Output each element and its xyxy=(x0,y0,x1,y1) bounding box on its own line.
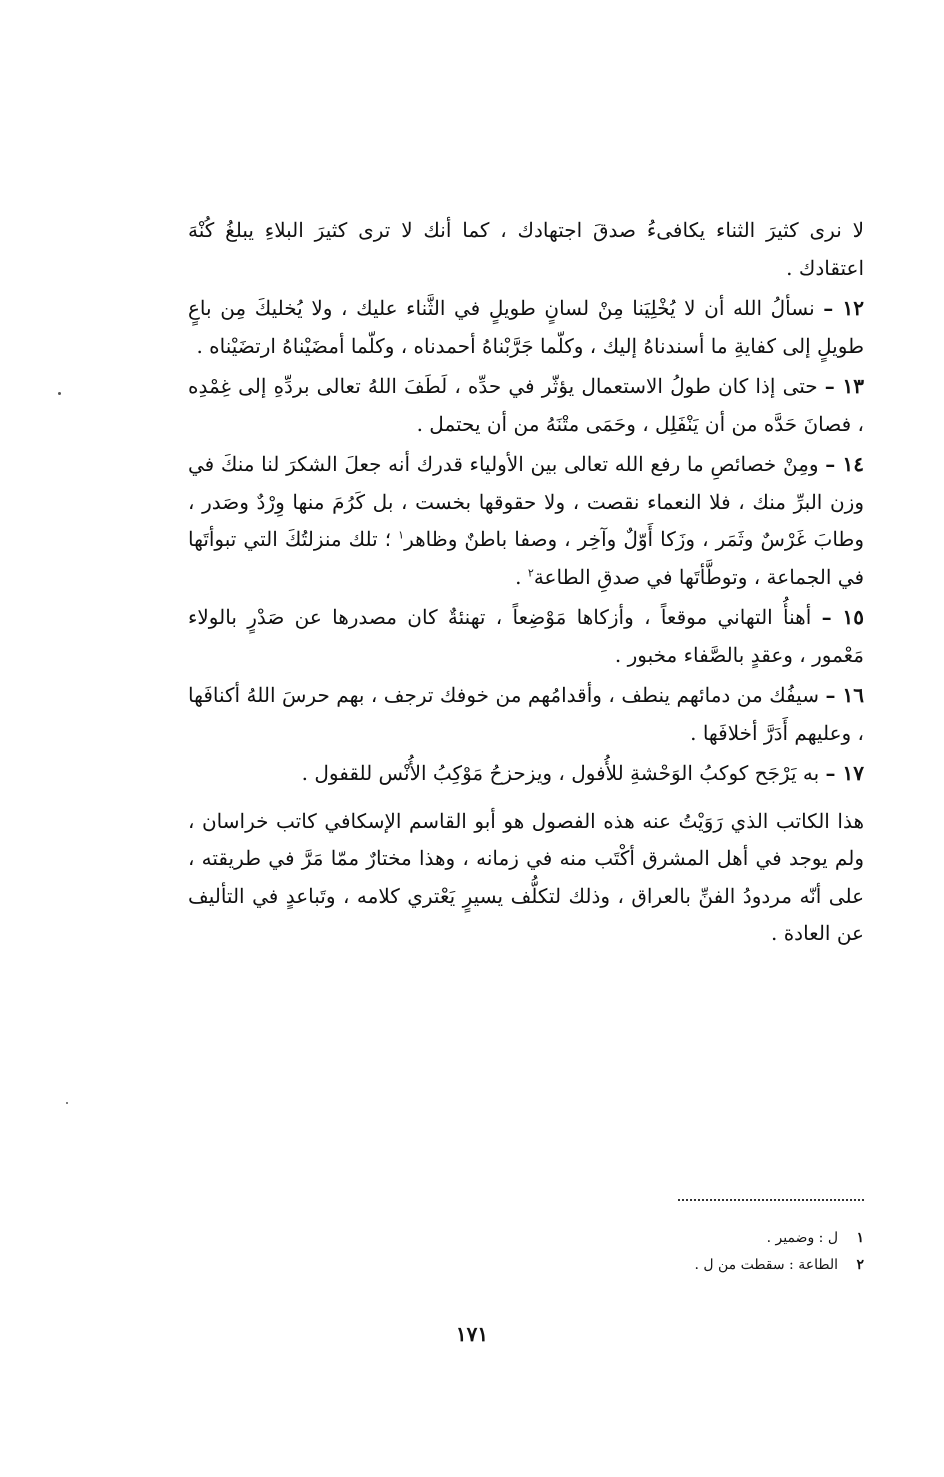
scan-speck xyxy=(66,1102,68,1104)
paragraph-continuation xyxy=(188,212,864,287)
footnote-text: ل : وضمير . xyxy=(766,1230,838,1246)
footnote-divider xyxy=(678,1199,864,1201)
paragraph-text-continued: ؛ تلك منزلتُكَ التي تبوأتَها في الجماعة ، وتوطَّأتَها في صدقِ الطاعة xyxy=(188,527,864,589)
main-text xyxy=(188,212,864,956)
paragraph-text: به يَرْجَح كوكبُ الوَحْشةِ للأُفول ، ويزحزحُ مَوْكِبُ الأُنْس للقفول . xyxy=(301,761,820,785)
paragraph-text: سيفُك من دمائهم ينطف ، وأقدامُهم من خوفك ترجف ، بهم حرسَ اللهُ أكنافَها ، وعليهم أَدَرَّ أخلافَها . xyxy=(188,683,864,745)
paragraph-13 xyxy=(188,368,864,443)
paragraph-14 xyxy=(188,446,864,596)
paragraph-number: ١٧ – xyxy=(825,761,864,785)
paragraph-text: حتى إذا كان طولُ الاستعمال يؤثّر في حدِّه ، لَطَفَ اللهُ تعالى بردِّهِ إلى غِمْدِه ، فصانَ حَدَّه من أن يَنْفَلِل ، وحَمَى متْنَهُ من أن يحتمل . xyxy=(188,374,864,436)
footnote-number: ١ xyxy=(856,1230,864,1246)
footnote-2 xyxy=(500,1252,864,1279)
paragraph-number: ١٦ – xyxy=(825,683,864,707)
paragraph-number: ١٤ – xyxy=(825,452,864,476)
footnotes xyxy=(500,1225,864,1279)
paragraph-number: ١٥ – xyxy=(821,605,864,629)
closing-text: هذا الكاتب الذي رَوَيْتُ عنه هذه الفصول هو أبو القاسم الإسكافي كاتب خراسان ، ولم يوجد في أهل المشرق أكْتَب منه في زمانه ، وهذا مختارٌ ممّا مَرَّ في طريقته ، على أنّه مردودُ الفنِّ بالعراق ، وذلك لتكلُّف يسيرٍ يَعْتري كلامه ، وتَباعدٍ في التأليف عن العادة . xyxy=(188,808,864,945)
paragraph-number: ١٢ – xyxy=(823,296,864,320)
paragraph-number: ١٣ – xyxy=(824,374,864,398)
footnote-text: الطاعة : سقطت من ل . xyxy=(694,1257,838,1273)
scan-speck xyxy=(58,392,61,395)
paragraph-12 xyxy=(188,290,864,365)
paragraph-text: نسألُ الله أن لا يُخْلِيَنا مِنْ لسانٍ طويلٍ في الثَّناء عليك ، ولا يُخليكَ مِن باعٍ طويلٍ إلى كفايةِ ما أسندناهُ إليك ، وكلّما جَرَّبْناهُ أحمدناه ، وكلّما أمضَيْناهُ ارتضَيْناه . xyxy=(188,296,864,358)
paragraph-16 xyxy=(188,677,864,752)
footnote-ref-1: ١ xyxy=(398,528,405,542)
closing-paragraph xyxy=(188,803,864,953)
footnote-ref-2: ٢ xyxy=(527,565,534,579)
paragraph-text: لا نرى كثيرَ الثناء يكافىءُ صدقَ اجتهادك ، كما أنك لا ترى كثيرَ البلاءِ يبلغُ كُنْهَ اعتقادك . xyxy=(188,218,864,280)
footnote-1 xyxy=(500,1225,864,1252)
page-number: ١٧١ xyxy=(455,1322,489,1346)
footnote-number: ٢ xyxy=(856,1257,864,1273)
paragraph-text: أهنأُ التهاني موقعاً ، وأزكاها مَوْضِعاً ، تهنئةٌ كان مصدرها عن صَدْرٍ بالولاء مَعْمور ، وعقدٍ بالصَّفاء مخبور . xyxy=(188,605,864,667)
paragraph-17 xyxy=(188,755,864,793)
paragraph-text-end: . xyxy=(515,564,528,589)
paragraph-15 xyxy=(188,599,864,674)
paragraph-text: ومِنْ خصائصِ ما رفع الله تعالى بين الأولياء قدرك أنه جعلَ الشكرَ لنا منكَ في وزن البرِّ منك ، فلا النعماء نقصت ، ولا حقوقها بخست ، بل كَرُمَ منها وِرْدٌ وصَدر ، وطابَ غَرْسٌ وثَمَر ، وزَكا أَوّلٌ وآخِر ، وصفا باطنٌ وظاهر xyxy=(188,452,864,551)
